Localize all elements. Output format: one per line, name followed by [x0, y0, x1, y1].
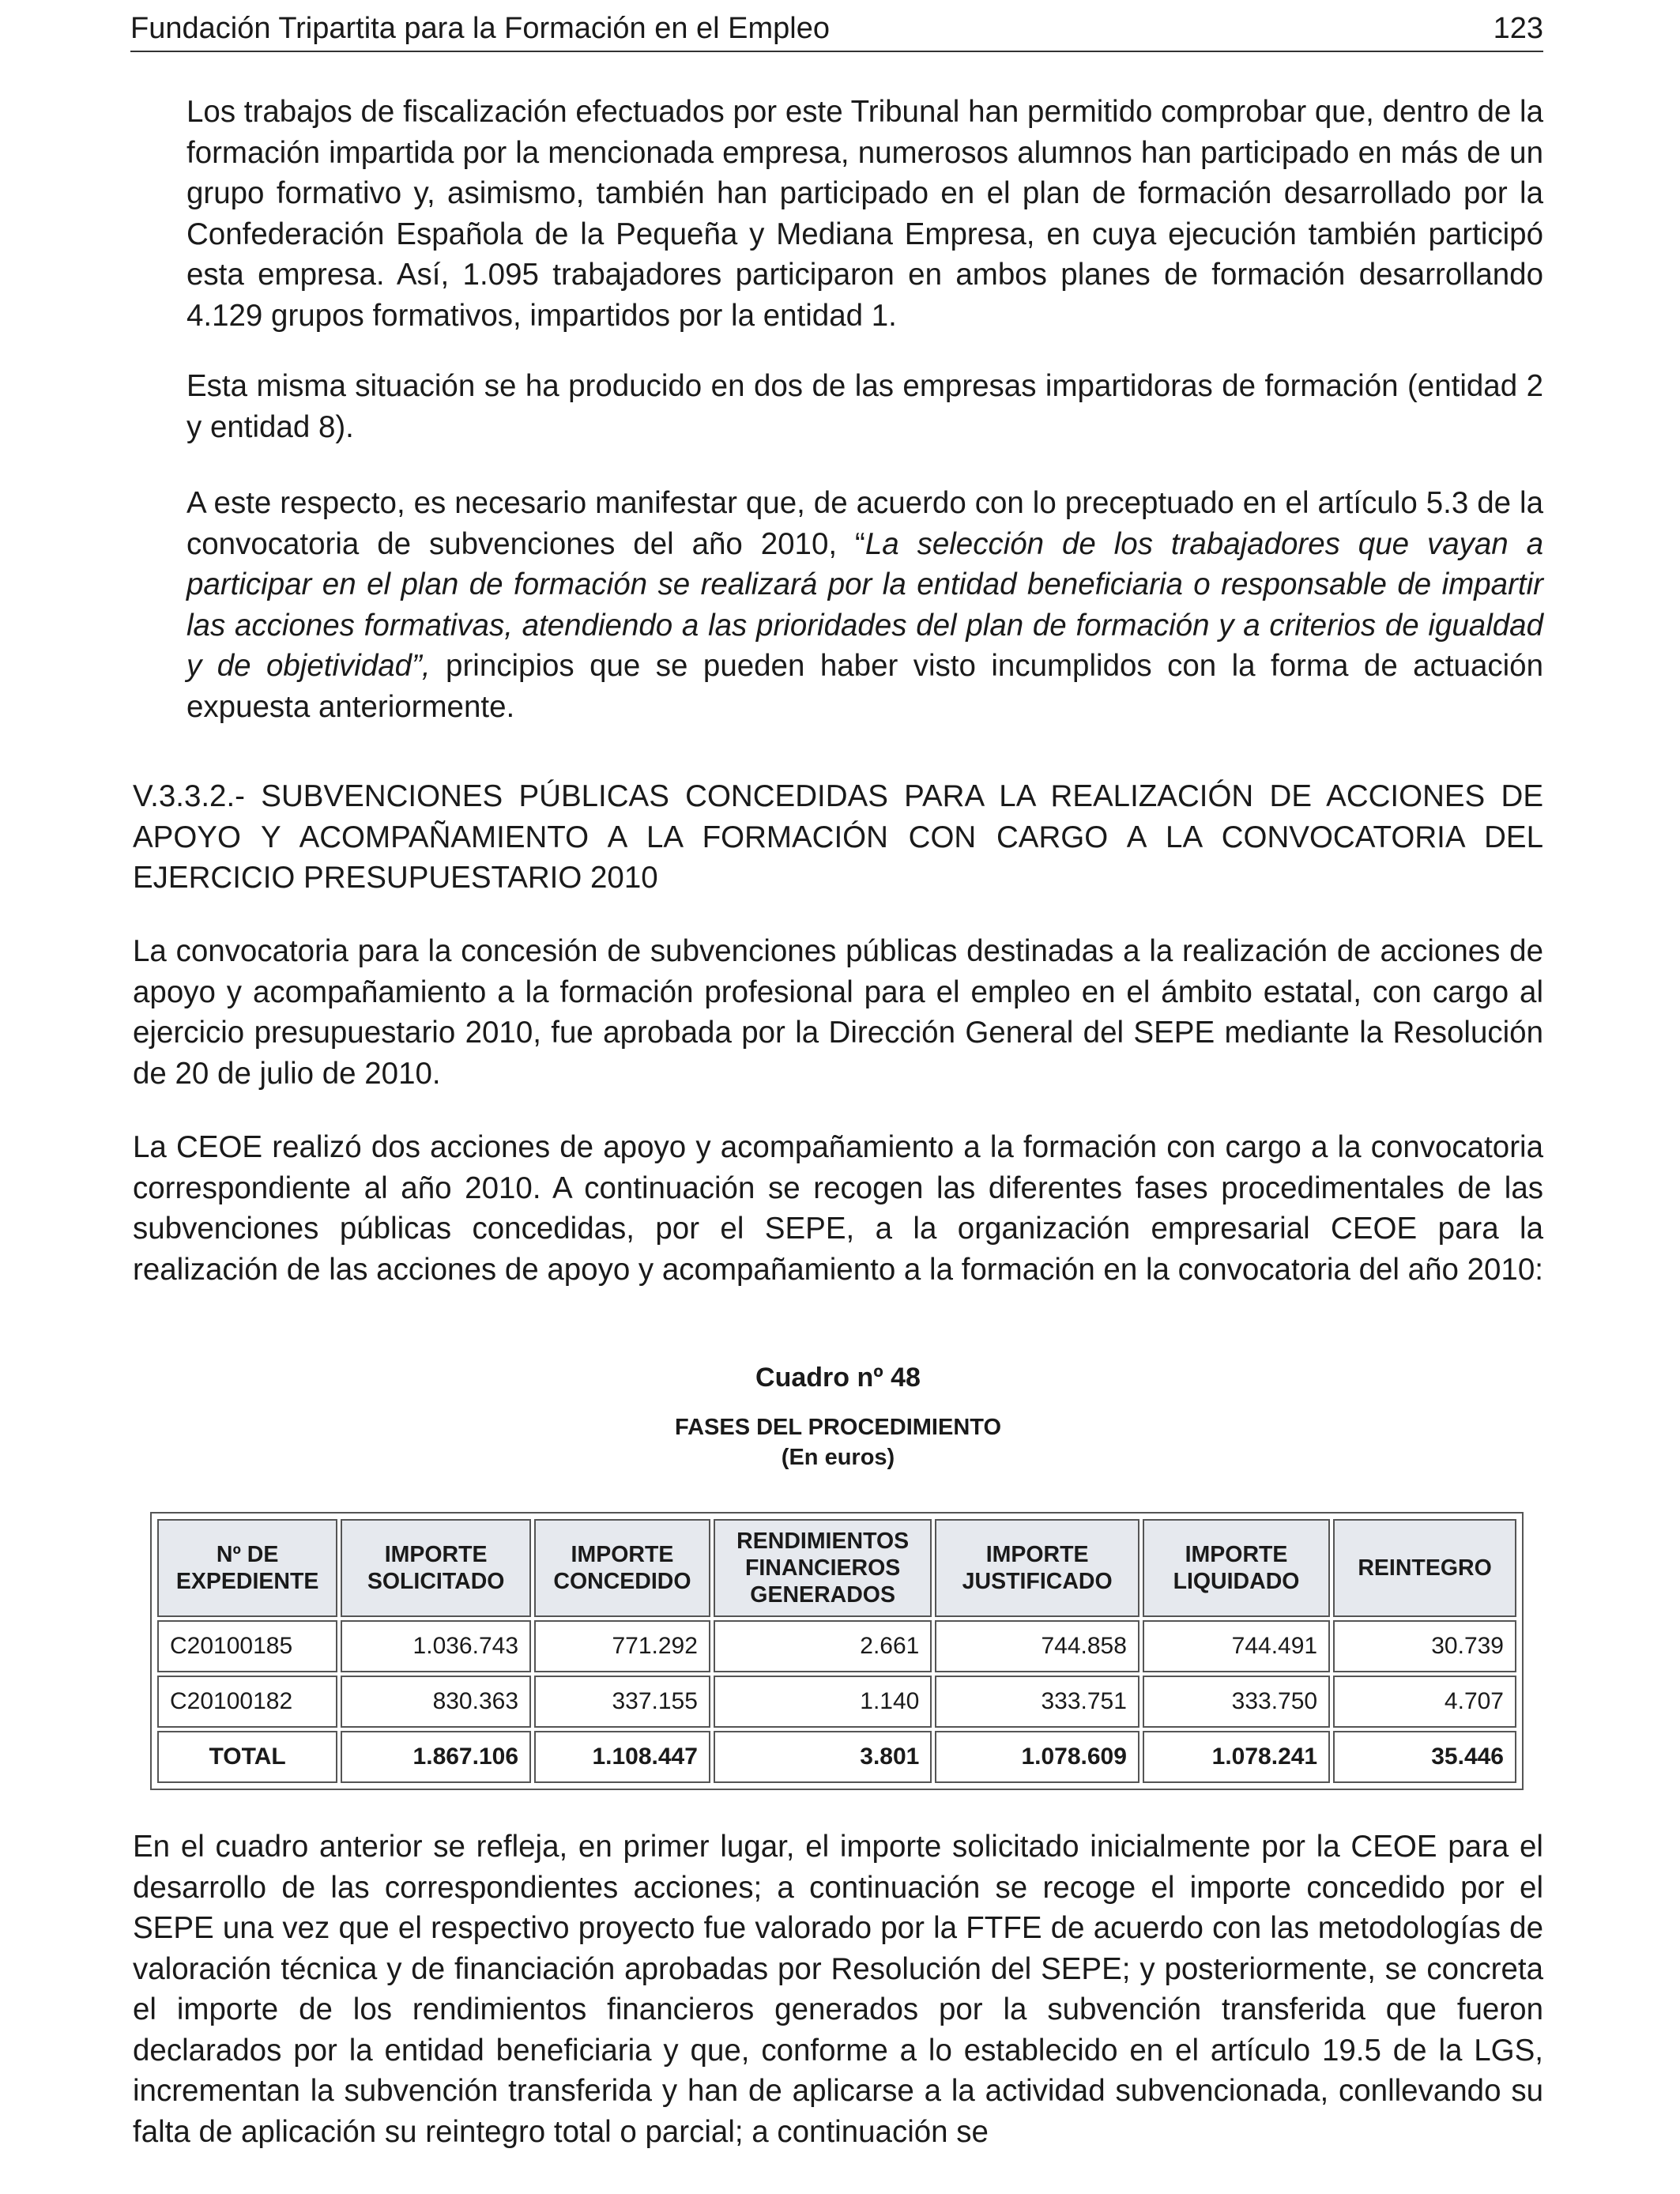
table-cell: 4.707 — [1333, 1676, 1516, 1728]
paragraph-5: La CEOE realizó dos acciones de apoyo y acompañamiento a la formación con cargo a la convocatoria correspondiente al año 2010. A continuación se recogen las diferentes fases procedimentales de las subvenciones públicas concedidas, por el SEPE, a la organización empresarial CEOE para la realización de las acciones de apoyo y acompañamiento a la formación en la convocatoria del año 2010: — [133, 1130, 1543, 1287]
total-cell: 1.078.609 — [935, 1731, 1139, 1783]
paragraph-3 — [186, 483, 1543, 727]
procedure-phases-table — [150, 1512, 1524, 1790]
column-header: IMPORTE LIQUIDADO — [1143, 1519, 1330, 1617]
table-cell: 337.155 — [534, 1676, 710, 1728]
paragraph-3-start: A este respecto, es necesario manifestar que, de acuerdo con lo preceptuado en el artículo 5.3 de la convocatoria de subvenciones del año 2010, “ — [186, 486, 1543, 561]
column-header: Nº DE EXPEDIENTE — [157, 1519, 337, 1617]
paragraph-3-quote: La selección de los trabajadores que vayan a participar en el plan de formación se realizará por la entidad beneficiaria o responsable de impartir las acciones formativas, atendiendo a las prioridades del plan de formación y a criterios de igualdad y de objetividad”, — [186, 526, 1544, 683]
paragraph-4: La convocatoria para la concesión de subvenciones públicas destinadas a la realización de acciones de apoyo y acompañamiento a la formación profesional para el empleo en el ámbito estatal, con cargo al ejercicio presupuestario 2010, fue aprobada por la Dirección General del SEPE mediante la Resolución de 20 de julio de 2010. — [133, 934, 1543, 1091]
table-cell: 744.491 — [1143, 1620, 1330, 1672]
table-row — [157, 1620, 1516, 1672]
table-cell: 1.036.743 — [341, 1620, 531, 1672]
table-cell: C20100182 — [157, 1676, 337, 1728]
table-title: FASES DEL PROCEDIMIENTO — [674, 1415, 1002, 1440]
column-header: IMPORTE CONCEDIDO — [534, 1519, 710, 1617]
table-caption: Cuadro nº 48 — [755, 1363, 921, 1393]
table-row — [157, 1676, 1516, 1728]
table-cell: 830.363 — [341, 1676, 531, 1728]
paragraph-1: Los trabajos de fiscalización efectuados por este Tribunal han permitido comprobar que, dentro de la formación impartida por la mencionada empresa, numerosos alumnos han participado en más de un grupo formativo y, asimismo, también han participado en el plan de formación desarrollado por la Confederación Española de la Pequeña y Mediana Empresa, en cuya ejecución también participó esta empresa. Así, 1.095 trabajadores participaron en ambos planes de formación desarrollando 4.129 grupos formativos, impartidos por la entidad 1. — [186, 95, 1543, 333]
paragraph-2: Esta misma situación se ha producido en dos de las empresas impartidoras de formación (entidad 2 y entidad 8). — [186, 369, 1543, 444]
table-cell: 744.858 — [935, 1620, 1139, 1672]
publisher-name: Fundación Tripartita para la Formación en el Empleo — [130, 12, 831, 45]
column-header: IMPORTE SOLICITADO — [341, 1519, 531, 1617]
running-header — [130, 8, 1543, 52]
paragraph-3-end: principios que se pueden haber visto incumplidos con la forma de actuación expuesta anteriormente. — [186, 649, 1543, 724]
table-cell: 30.739 — [1333, 1620, 1516, 1672]
total-cell: 1.867.106 — [341, 1731, 531, 1783]
total-cell: 1.078.241 — [1143, 1731, 1330, 1783]
paragraph-6: En el cuadro anterior se refleja, en primer lugar, el importe solicitado inicialmente por la CEOE para el desarrollo de las correspondientes acciones; a continuación se recoge el importe concedido por el SEPE una vez que el respectivo proyecto fue valorado por la FTFE de acuerdo con las metodologías de valoración técnica y de financiación aprobadas por Resolución del SEPE; y posteriormente, se concreta el importe de los rendimientos financieros generados por la subvención transferida que fueron declarados por la entidad beneficiaria y que, conforme a lo establecido en el artículo 19.5 de la LGS, incrementan la subvención transferida y han de aplicarse a la actividad subvencionada, conllevando su falta de aplicación su reintegro total o parcial; a continuación se — [133, 1830, 1543, 2149]
total-cell: 1.108.447 — [534, 1731, 710, 1783]
column-header: IMPORTE JUSTIFICADO — [935, 1519, 1139, 1617]
page-number: 123 — [1493, 12, 1543, 45]
table-cell: 2.661 — [714, 1620, 932, 1672]
section-heading: V.3.3.2.- SUBVENCIONES PÚBLICAS CONCEDIDAS PARA LA REALIZACIÓN DE ACCIONES DE APOYO Y ACOMPAÑAMIENTO A LA FORMACIÓN CON CARGO A LA CONVOCATORIA DEL EJERCICIO PRESUPUESTARIO 2010 — [133, 779, 1543, 895]
table-cell: 333.750 — [1143, 1676, 1330, 1728]
total-cell: TOTAL — [157, 1731, 337, 1783]
table-cell: 771.292 — [534, 1620, 710, 1672]
table-unit: (En euros) — [781, 1445, 895, 1470]
table-cell: 333.751 — [935, 1676, 1139, 1728]
table-cell: C20100185 — [157, 1620, 337, 1672]
table-header-row — [157, 1519, 1516, 1617]
data-table — [154, 1516, 1520, 1786]
total-cell: 3.801 — [714, 1731, 932, 1783]
column-header: REINTEGRO — [1333, 1519, 1516, 1617]
column-header: RENDIMIENTOS FINANCIEROS GENERADOS — [714, 1519, 932, 1617]
total-cell: 35.446 — [1333, 1731, 1516, 1783]
table-cell: 1.140 — [714, 1676, 932, 1728]
table-total-row — [157, 1731, 1516, 1783]
